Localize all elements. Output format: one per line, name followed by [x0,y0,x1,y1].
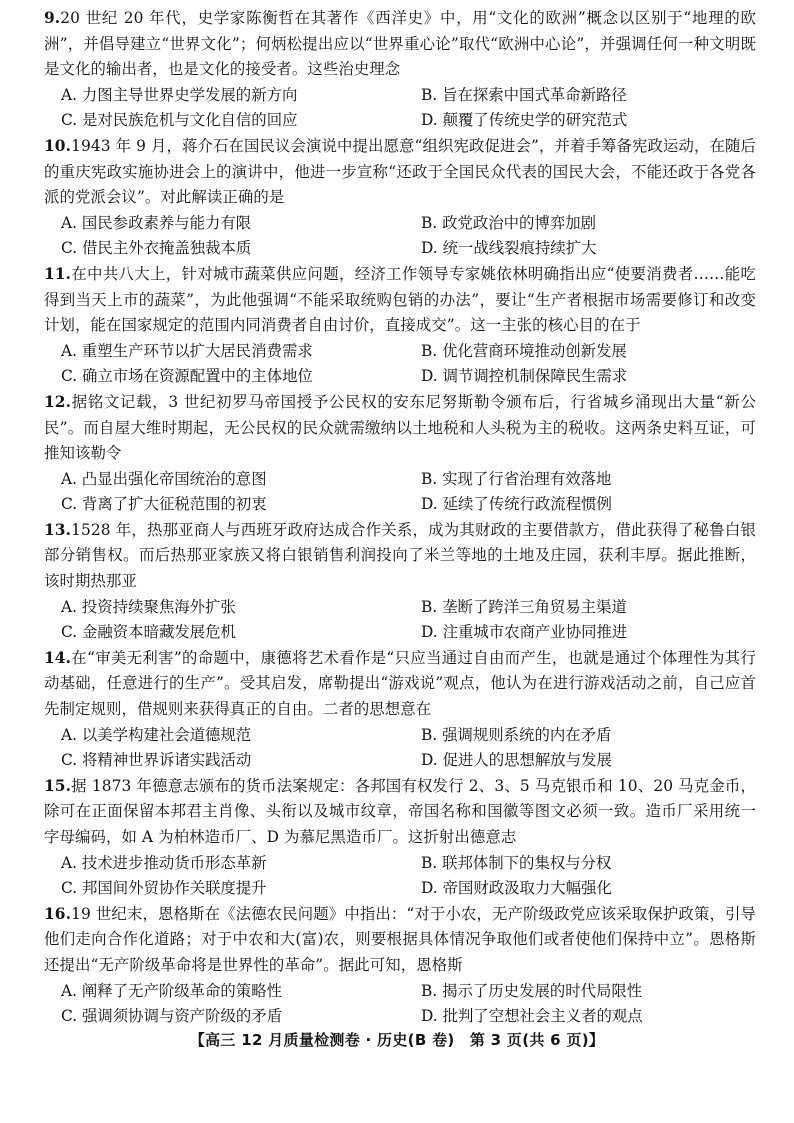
option-a: A. 力图主导世界史学发展的新方向 [61,85,298,104]
option-d: D. 帝国财政汲取力大幅强化 [421,879,612,898]
question-list [44,6,756,1030]
question-text: 据铭文记载，3 世纪初罗马帝国授予公民权的安东尼努斯勒令颁布后，行省城乡涌现出大量“新公民”。而自屋大维时期起，无公民权的民众就需缴纳以土地税和人头税为主的税收。这两条史料互证，可推知该勒令 [44,392,756,463]
question-text: 1528 年，热那亚商人与西班牙政府达成合作关系，成为其财政的主要借款方，借此获得了秘鲁白银部分销售权。而后热那亚家族又将白银销售利润投向了米兰等地的土地及庄园，获利丰厚。据此推断，该时期热那亚 [44,520,756,591]
question-9 [44,6,756,134]
option-d: D. 促进人的思想解放与发展 [421,751,612,770]
option-a: A. 以美学构建社会道德规范 [61,725,252,744]
question-number: 15. [44,776,72,795]
question-stem [44,262,756,339]
option-d: D. 延续了传统行政流程惯例 [421,495,612,514]
options [44,467,756,518]
option-a: A. 投资持续聚焦海外扩张 [61,597,236,616]
question-number: 9. [44,9,61,27]
page-footer: 【高三 12 月质量检测卷 · 历史(B 卷) 第 3 页(共 6 页)】 [189,1031,605,1049]
question-text: 在中共八大上，针对城市蔬菜供应问题，经济工作领导专家姚依林明确指出应“使要消费者……能吃得到当天上市的蔬菜”，为此他强调“不能采取统购包销的办法”，要让“生产者根据市场需要修订和改变计划，能在国家规定的范围内同消费者自由讨价，直接成交”。这一主张的核心目的在于 [44,264,756,335]
option-b: B. 优化营商环境推动创新发展 [421,341,627,360]
question-12 [44,390,756,518]
option-a: A. 重塑生产环节以扩大居民消费需求 [61,341,313,360]
question-stem [44,646,756,723]
options [44,595,756,646]
option-c: C. 背离了扩大征税范围的初衷 [61,495,267,514]
question-11 [44,262,756,390]
question-text: 据 1873 年德意志颁布的货币法案规定：各邦国有权发行 2、3、5 马克银币和 10、20 马克金币，除可在正面保留本邦君主肖像、头衔以及城市纹章，帝国名称和国徽等图文必须一致。造币厂采用统一字母编码，如 A 为柏林造币厂、D 为慕尼黑造币厂。这折射出德意志 [44,776,756,846]
question-text: 20 世纪 20 年代，史学家陈衡哲在其著作《西洋史》中，用“文化的欧洲”概念以区别于“地理的欧洲”，并倡导建立“世界文化”；何炳松提出应以“世界重心论”取代“欧洲中心论”，并强调任何一种文明既是文化的输出者，也是文化的接受者。这些治史理念 [44,9,756,79]
option-b: B. 强调规则系统的内在矛盾 [421,725,612,744]
option-a: A. 技术进步推动货币形态革新 [61,853,267,872]
option-c: C. 借民主外衣掩盖独裁本质 [61,239,252,258]
option-b: B. 揭示了历史发展的时代局限性 [421,981,643,1000]
option-d: D. 颠覆了传统史学的研究范式 [421,111,628,130]
option-b: B. 联邦体制下的集权与分权 [421,853,612,872]
option-c: C. 邦国间外贸协作关联度提升 [61,879,267,898]
question-16 [44,902,756,1030]
option-c: C. 金融资本暗藏发展危机 [61,623,236,642]
options [44,339,756,390]
question-15 [44,774,756,902]
question-number: 16. [44,904,72,923]
question-text: 19 世纪末，恩格斯在《法德农民问题》中指出：“对于小农，无产阶级政党应该采取保护政策，引导他们走向合作化道路；对于中农和大(富)农，则要根据具体情况争取他们或者使他们保持中立”。恩格斯还提出“无产阶级革命将是世界性的革命”。据此可知，恩格斯 [44,904,756,974]
option-b: B. 垄断了跨洋三角贸易主渠道 [421,597,627,616]
question-number: 11. [44,264,72,283]
question-stem [44,774,756,851]
question-13 [44,518,756,646]
question-stem [44,518,756,595]
options [44,723,756,774]
option-c: C. 将精神世界诉诸实践活动 [61,751,252,770]
question-text: 1943 年 9 月，蒋介石在国民议会演说中提出愿意“组织宪政促进会”，并着手筹备宪政运动，在随后的重庆宪政实施协进会上的演讲中，他进一步宣称“还政于全国民众代表的国民大会，不能还政于各党各派的党派会议”。对此解读正确的是 [44,136,756,207]
question-number: 13. [44,520,72,539]
option-b: B. 政党政治中的博弈加剧 [421,213,597,232]
question-stem [44,134,756,211]
option-d: D. 统一战线裂痕持续扩大 [421,239,597,258]
options [44,83,756,134]
question-number: 10. [44,136,72,155]
option-a: A. 国民参政素养与能力有限 [61,213,252,232]
option-a: A. 阐释了无产阶级革命的策略性 [61,981,282,1000]
option-b: B. 旨在探索中国式革命新路径 [421,85,627,104]
option-d: D. 调节调控机制保障民生需求 [421,367,628,386]
option-b: B. 实现了行省治理有效落地 [421,469,612,488]
question-stem [44,390,756,467]
option-c: C. 强调须协调与资产阶级的矛盾 [61,1007,283,1026]
option-c: C. 是对民族危机与文化自信的回应 [61,111,298,130]
options [44,851,756,902]
question-number: 12. [44,392,72,411]
option-c: C. 确立市场在资源配置中的主体地位 [61,367,313,386]
option-d: D. 注重城市农商产业协同推进 [421,623,628,642]
question-14 [44,646,756,774]
option-a: A. 凸显出强化帝国统治的意图 [61,469,267,488]
question-number: 14. [44,648,72,667]
question-stem [44,902,756,979]
question-stem [44,6,756,83]
question-text: 在“审美无利害”的命题中，康德将艺术看作是“只应当通过自由而产生，也就是通过个体理性为其行动基础，任意进行的生产”。受其启发，席勒提出“游戏说”观点，他认为在进行游戏活动之前，自己应首先制定规则，借规则来获得真正的自由。二者的思想意在 [44,648,756,719]
options [44,979,756,1030]
options [44,211,756,262]
question-10 [44,134,756,262]
option-d: D. 批判了空想社会主义者的观点 [421,1007,643,1026]
